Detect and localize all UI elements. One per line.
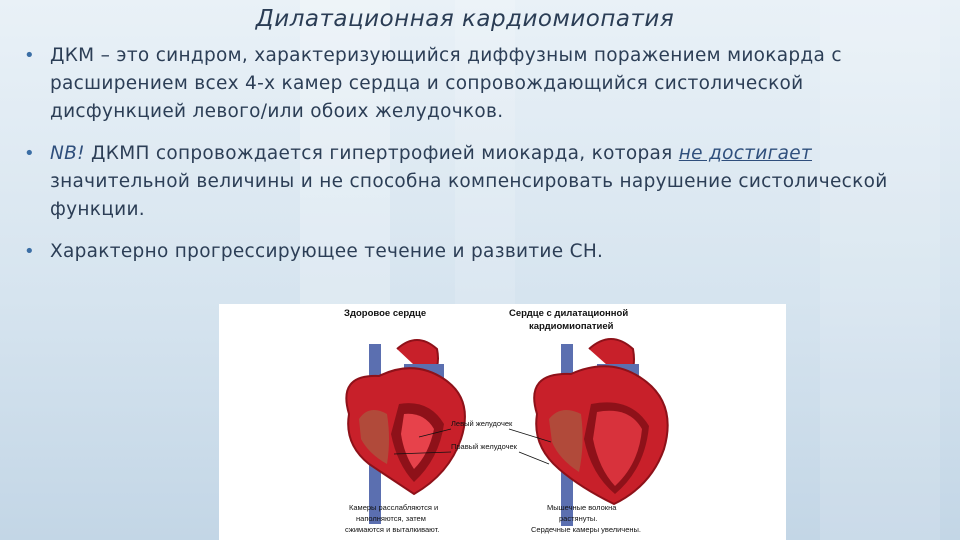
bullet-text: ДКМП сопровождается гипертрофией миокарда, которая [84, 143, 679, 164]
healthy-caption-line2: наполняются, затем [356, 514, 426, 523]
heart-illustration [219, 304, 786, 540]
dcm-caption-line2: растянуты. [559, 514, 598, 523]
bullet-dot-icon: • [24, 143, 35, 164]
dcm-heart-title-line2: кардиомиопатией [529, 321, 614, 332]
left-ventricle-label: Левый желудочек [451, 419, 513, 428]
bullet-item-nb [24, 140, 924, 224]
emphasis-text: не достигает [678, 143, 812, 164]
healthy-heart-icon [346, 340, 465, 524]
healthy-caption-line3: сжимаются и выталкивают. [345, 525, 440, 534]
dcm-caption-line3: Сердечные камеры увеличены. [531, 525, 642, 534]
healthy-heart-title: Здоровое сердце [344, 308, 427, 319]
bullet-dot-icon: • [24, 45, 35, 66]
dcm-heart-icon [534, 339, 667, 526]
slide-title: Дилатационная кардиомиопатия [255, 6, 675, 32]
bullet-text: значительной величины и не способна компенсировать нарушение систолической функции. [50, 171, 888, 220]
right-ventricle-label: Правый желудочек [451, 442, 517, 451]
bullet-text: ДКМ – это синдром, характеризующийся диффузным поражением миокарда с расширением всех 4-х камер сердца и сопровождающийся систолической дисфункцией левого/или обоих желудочков. [50, 45, 842, 122]
bullet-item-definition [24, 42, 924, 126]
nb-label: NB! [50, 143, 85, 164]
bullet-text: Характерно прогрессирующее течение и развитие СН. [50, 241, 604, 262]
heart-comparison-figure [219, 304, 786, 540]
bullet-item-course [24, 238, 924, 266]
dcm-heart-title-line1: Сердце с дилатационной [509, 308, 629, 319]
bullet-list [24, 42, 924, 280]
healthy-caption-line1: Камеры расслабляются и [349, 503, 439, 512]
bullet-dot-icon: • [24, 241, 35, 262]
dcm-caption-line1: Мышечные волокна [547, 503, 617, 512]
